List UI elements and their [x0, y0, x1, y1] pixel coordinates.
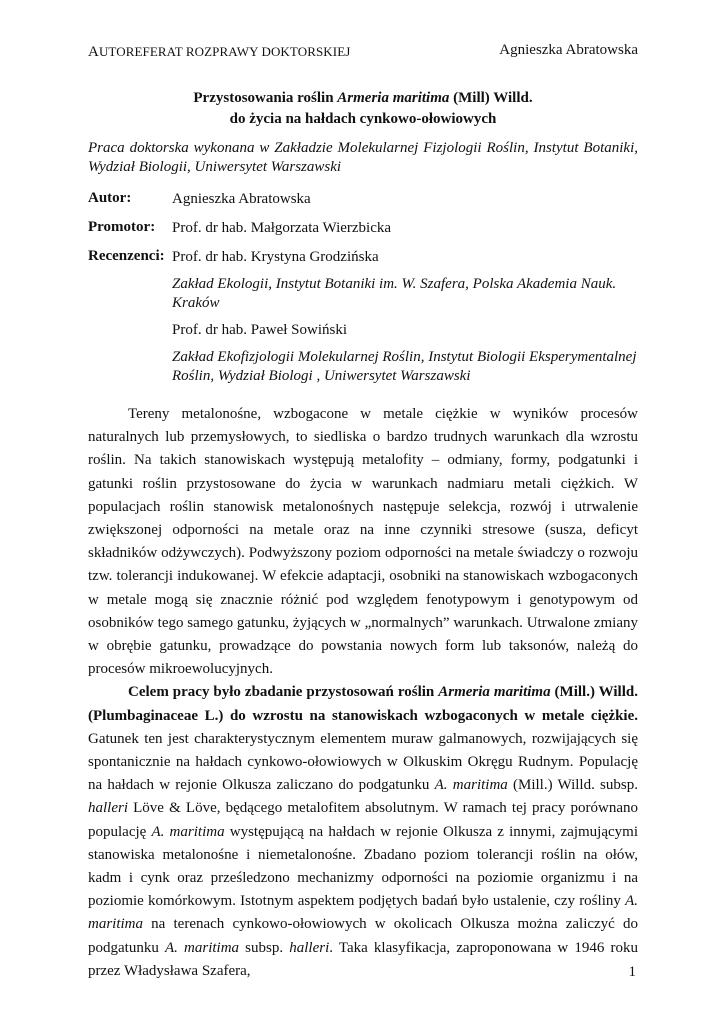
reviewer-2: Prof. dr hab. Paweł Sowiński — [172, 322, 347, 338]
body-text — [88, 403, 638, 983]
promotor-value: Prof. dr hab. Małgorzata Wierzbicka — [172, 220, 392, 236]
header-rest: UTOREFERAT ROZPRAWY DOKTORSKIEJ — [98, 44, 351, 59]
reviewers-label: Recenzenci: — [88, 248, 165, 264]
running-header-author: Agnieszka Abratowska — [499, 42, 638, 58]
title-species: Armeria maritima — [337, 90, 450, 106]
body-paragraph-1: Tereny metalonośne, wzbogacone w metale ciężkie w wyników procesów naturalnych lub przemysłowych, to siedliska o bardzo trudnych warunkach dla wzrostu roślin. Na takich stanowiskach występują metalofity – odmiany, formy, podgatunki i gatunki roślin przystosowane do życia w warunkach nadmiaru metali ciężkich. W populacjach roślin stanowisk metalonośnych następuje selekcja, rozwój i utrwalenie zwiększonej odporności na metale oraz na inne czynniki stresowe (susza, deficyt składników odżywczych). Podwyższony poziom odporności na metale świadczy o rozwoju tzw. tolerancji indukowanej. W efekcie adaptacji, osobniki na stanowiskach wzbogaconych w metale mogą się znacznie różnić pod względem fenotypowym i genotypowym od osobników tego samego gatunku, żyjących w „normalnych” warunkach. Utrwalone zmiany w obrębie gatunku, prowadzące do powstania nowych form lub taksonów, należą do procesów mikroewolucyjnych. — [88, 406, 638, 678]
reviewer-1-affiliation: Zakład Ekologii, Instytut Botaniki im. W. Szafera, Polska Akademia Nauk. Kraków — [172, 276, 617, 311]
title-line-1: Przystosowania roślin Armeria maritima (Mill) Willd. — [193, 90, 533, 106]
header-initial: A — [88, 44, 99, 60]
title-line-2: do życia na hałdach cynkowo-ołowiowych — [229, 111, 497, 127]
running-header-title — [88, 44, 350, 61]
document-title — [88, 88, 638, 130]
promotor-label: Promotor: — [88, 219, 156, 235]
page-number: 1 — [628, 964, 636, 980]
intro-paragraph: Praca doktorska wykonana w Zakładzie Molekularnej Fizjologii Roślin, Instytut Botaniki, Wydział Biologii, Uniwersytet Warszawski — [88, 140, 638, 175]
aim-statement: Celem pracy było zbadanie przystosowań roślin Armeria maritima (Mill.) Willd. (Plumbaginaceae L.) do wzrostu na stanowiskach wzbogaconych w metale ciężkie. — [88, 684, 638, 724]
reviewer-2-affiliation: Zakład Ekofizjologii Molekularnej Roślin, Instytut Biologii Eksperymentalnej Roślin, Wydział Biologi , Uniwersytet Warszawski — [172, 349, 637, 384]
reviewer-1: Prof. dr hab. Krystyna Grodzińska — [172, 249, 379, 265]
body-paragraph-2: Celem pracy było zbadanie przystosowań roślin Armeria maritima (Mill.) Willd. (Plumbaginaceae L.) do wzrostu na stanowiskach wzbogaconych w metale ciężkie. Gatunek ten jest charakterystycznym elementem muraw galmanowych, rozwijających się spontanicznie na hałdach cynkowo-ołowiowych w Olkuskim Okręgu Rudnym. Populację na hałdach w rejonie Olkusza zaliczano do podgatunku A. maritima (Mill.) Willd. subsp. halleri Löve & Löve, będącego metalofitem absolutnym. W ramach tej pracy porównano populację A. maritima występującą na hałdach w rejonie Olkusza z innymi, zajmującymi stanowiska metalonośne i niemetalonośne. Zbadano poziom tolerancji roślin na ołów, kadm i cynk oraz prześledzono mechanizmy odporności na poziomie organizmu i na poziomie komórkowym. Istotnym aspektem podjętych badań było ustalenie, czy rośliny A. maritima na terenach cynkowo-ołowiowych w okolicach Olkusza można zaliczyć do podgatunku A. maritima subsp. halleri. Taka klasyfikacja, zaproponowana w 1946 roku przez Władysława Szafera, — [88, 684, 639, 979]
author-label: Autor: — [88, 190, 132, 206]
author-value: Agnieszka Abratowska — [172, 191, 311, 207]
